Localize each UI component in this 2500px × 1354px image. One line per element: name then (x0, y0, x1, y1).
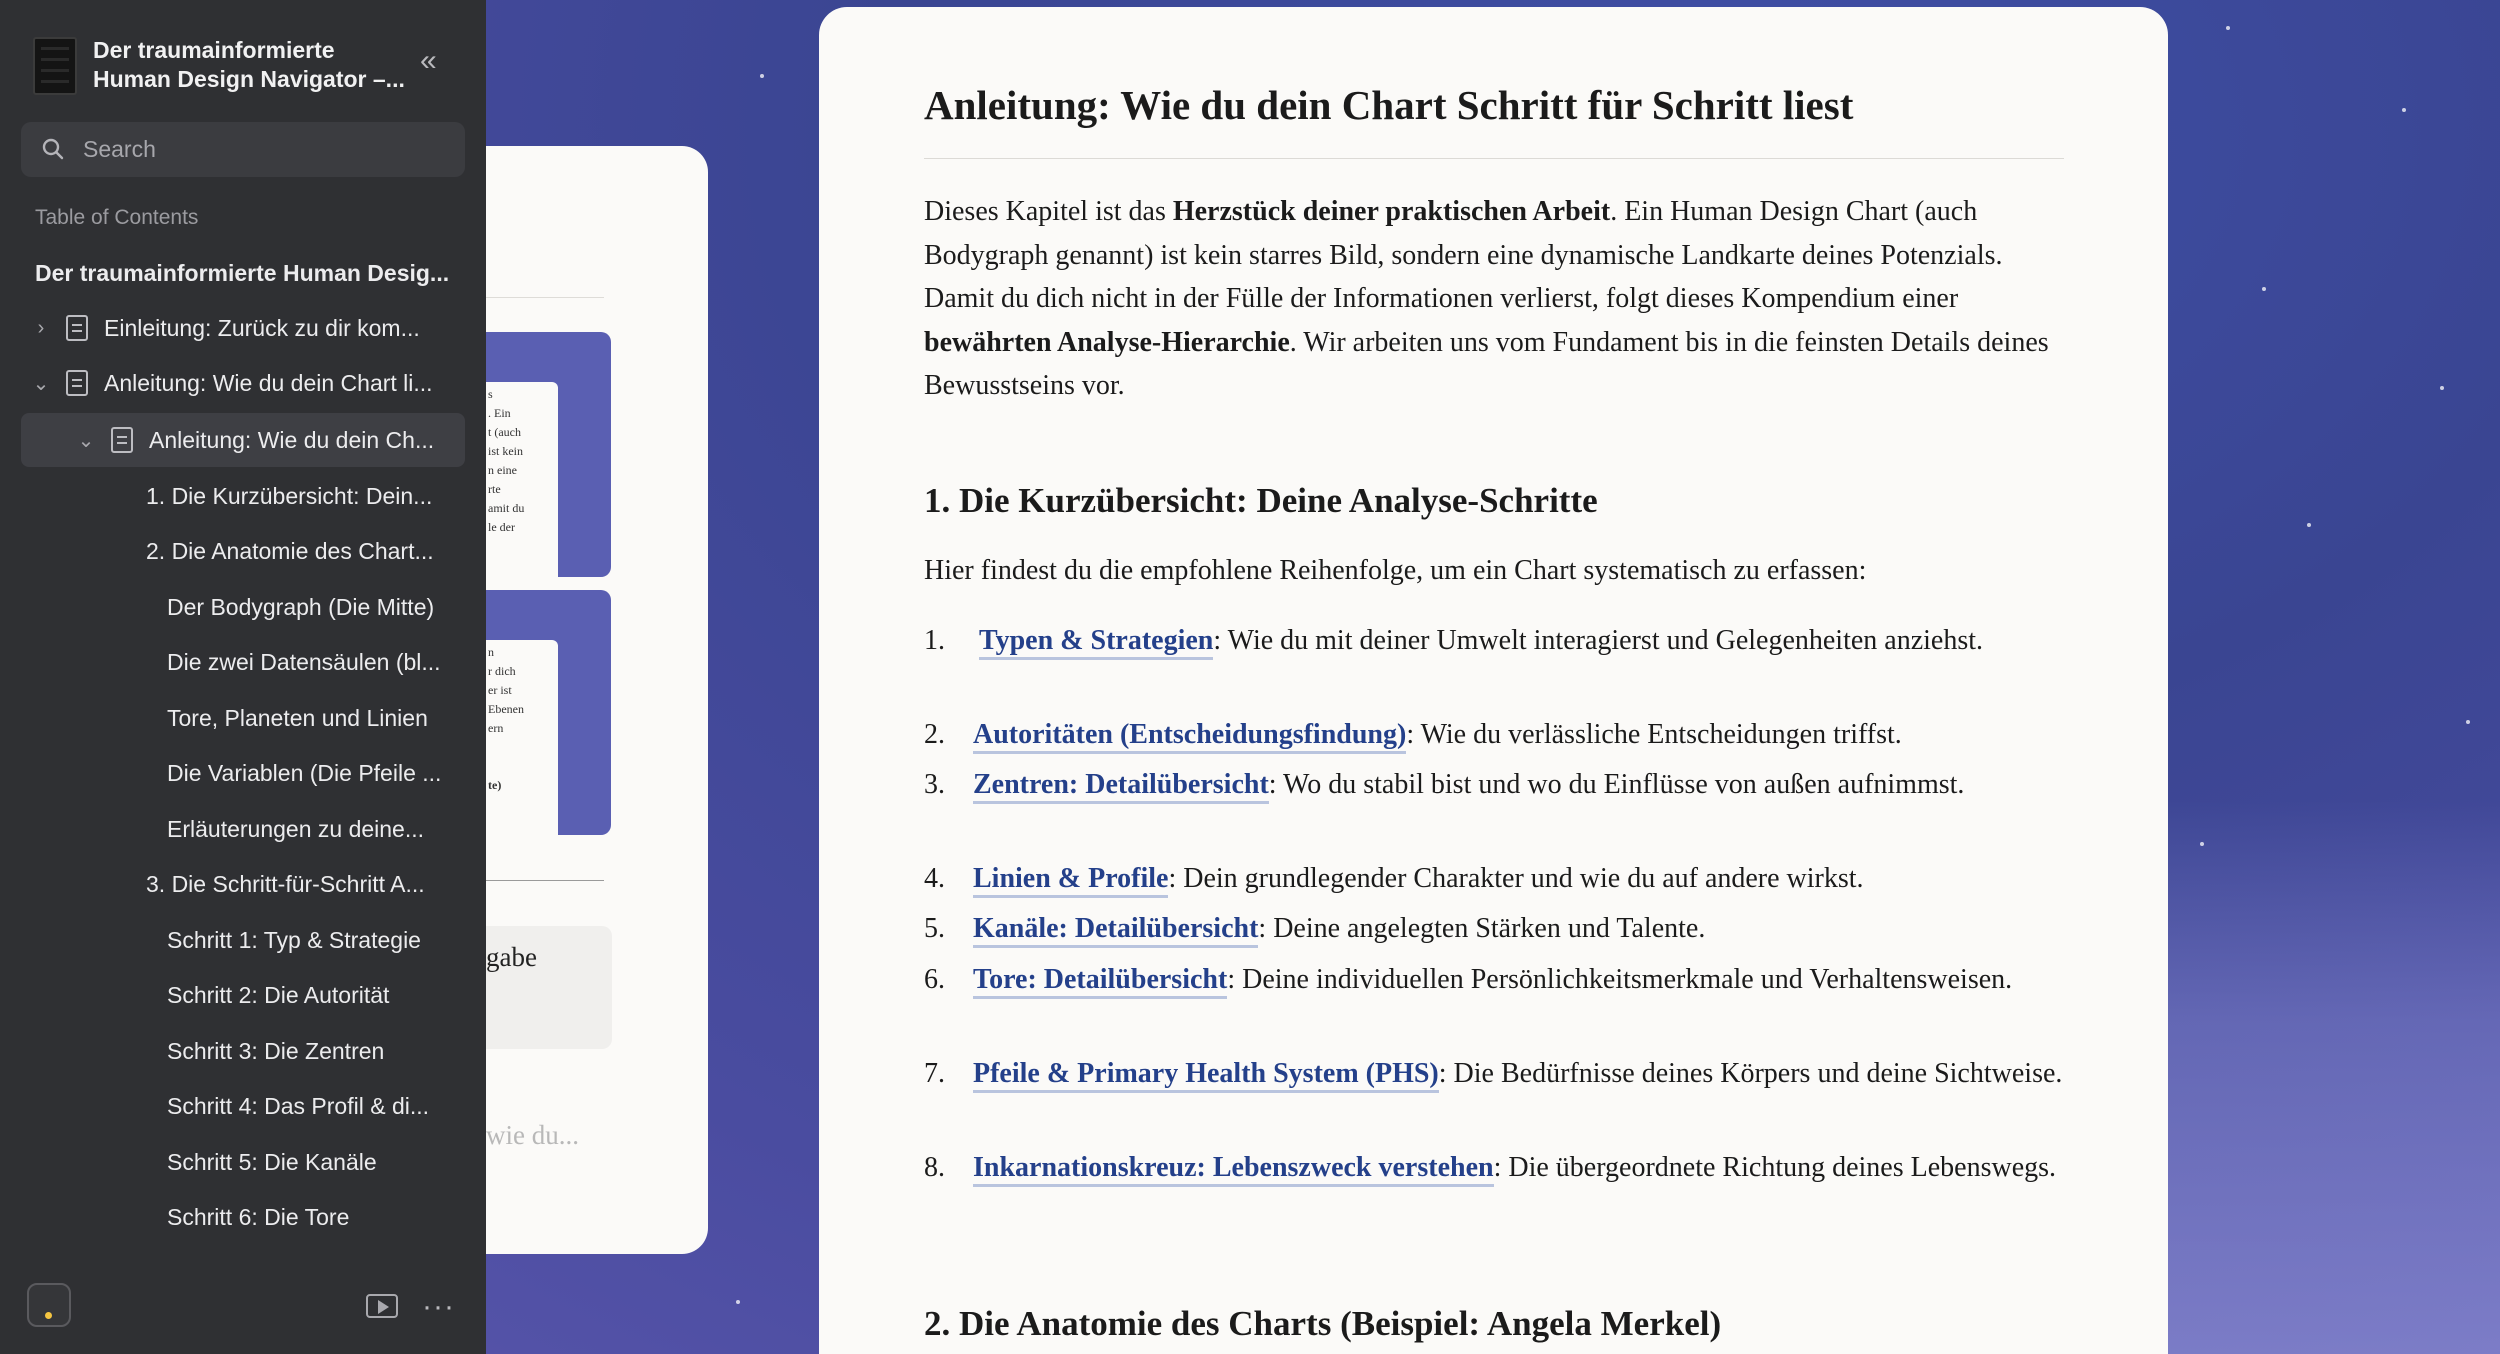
thumb-text: t (auch (488, 425, 521, 439)
toc-label: Der Bodygraph (Die Mitte) (167, 593, 435, 620)
page-thumbnail-2[interactable] (486, 590, 611, 835)
thumb-text: s (488, 387, 493, 401)
toc-item-schritt-2[interactable] (167, 968, 389, 1022)
intro-bold: bewährten Analyse-Hierarchie (924, 326, 1290, 358)
status-dot-button[interactable] (27, 1283, 71, 1327)
thumb-text: ern (488, 721, 504, 735)
double-chevron-left-icon[interactable]: « (420, 44, 437, 77)
toc-item-kurzuebersicht[interactable] (146, 469, 432, 523)
thumb-text: amit du (488, 501, 525, 515)
toc-item-schritt-1[interactable] (167, 913, 421, 967)
star (2466, 720, 2470, 724)
thumb-text (488, 757, 556, 776)
toc-item-datensaeulen[interactable] (167, 635, 441, 689)
toc-item-anatomie[interactable] (146, 524, 434, 578)
link-autoritaeten[interactable]: Autoritäten (Entscheidungsfindung) (973, 719, 1406, 754)
toc-item-bodygraph[interactable] (167, 580, 434, 634)
intro-text: Dieses Kapitel ist das (924, 196, 1173, 227)
toc-item-variablen[interactable] (167, 746, 441, 800)
toc-item-book[interactable] (35, 246, 449, 300)
list-number: 7. (924, 1058, 945, 1089)
thumbnail-paper (486, 382, 558, 577)
toc-label: Tore, Planeten und Linien (167, 704, 428, 731)
thumb-text: Ebenen (488, 702, 524, 716)
section-lead: Hier findest du die empfohlene Reihenfolge, um ein Chart systematisch zu erfassen: (924, 555, 1867, 586)
toc-label: 3. Die Schritt-für-Schritt A... (146, 870, 425, 897)
star (2402, 108, 2406, 112)
thumb-text: te) (488, 778, 502, 792)
toc-label: Einleitung: Zurück zu dir kom... (104, 314, 420, 341)
list-text: : Die übergeordnete Richtung deines Lebenswegs. (1493, 1152, 2057, 1183)
thumb-text: er ist (488, 683, 512, 697)
link-linien-profile[interactable]: Linien & Profile (973, 863, 1168, 898)
list-number: 8. (924, 1152, 945, 1183)
more-options-icon[interactable]: ··· (422, 1290, 455, 1323)
list-text: : Deine individuellen Persönlichkeitsmerkmale und Verhaltensweisen. (1227, 964, 2013, 995)
thumb-text: le der (488, 520, 515, 534)
toc-label: Schritt 3: Die Zentren (167, 1037, 385, 1064)
search-icon (41, 137, 65, 161)
toc-label: Schritt 5: Die Kanäle (167, 1148, 377, 1175)
list-number: 3. (924, 769, 945, 800)
list-text: : Dein grundlegender Charakter und wie du auf andere wirkst. (1168, 863, 1864, 894)
toc-item-anleitung-current[interactable] (21, 413, 465, 467)
star (2226, 26, 2230, 30)
background-haze (2150, 800, 2500, 1354)
play-icon[interactable] (366, 1294, 398, 1318)
star (760, 74, 764, 78)
callout-box (486, 926, 612, 1049)
intro-text: . Wir arbeiten uns vom Fundament bis in die feinsten Details deines Bewusstseins vor. (924, 326, 2049, 401)
sidebar (0, 0, 486, 1354)
toc-label: Schritt 1: Typ & Strategie (167, 926, 421, 953)
list-text: : Deine angelegten Stärken und Talente. (1258, 913, 1706, 944)
toc-label: 1. Die Kurzübersicht: Dein... (146, 482, 433, 509)
thumb-text: n (488, 645, 494, 659)
toc-label: 2. Die Anatomie des Chart... (146, 537, 434, 564)
thumb-text: r dich (488, 664, 516, 678)
list-number: 5. (924, 913, 945, 944)
toc-item-einleitung[interactable] (30, 301, 420, 355)
book-cover-thumbnail[interactable] (33, 37, 77, 95)
list-text: : Die Bedürfnisse deines Körpers und deine Sichtweise. (1438, 1058, 2063, 1089)
star (2262, 287, 2266, 291)
page-title: Anleitung: Wie du dein Chart Schritt für Schritt liest (924, 82, 1854, 128)
section-heading: 2. Die Anatomie des Charts (Beispiel: Angela Merkel) (924, 1304, 1722, 1343)
toc-item-schritt-3[interactable] (167, 1024, 384, 1078)
link-inkarnationskreuz[interactable]: Inkarnationskreuz: Lebenszweck verstehen (973, 1152, 1494, 1187)
document-icon (111, 427, 133, 453)
book-title[interactable]: Der traumainformierte Human Design Navigator –... (93, 37, 405, 92)
star (736, 1300, 740, 1304)
toc-item-schritt-4[interactable] (167, 1079, 429, 1133)
toc-item-schritt-6[interactable] (167, 1190, 349, 1244)
list-text: : Wie du mit deiner Umwelt interagierst und Gelegenheiten anziehst. (1213, 625, 1984, 656)
toc-label: Die Variablen (Die Pfeile ... (167, 759, 442, 786)
toc-label: Schritt 4: Das Profil & di... (167, 1092, 430, 1119)
toc-item-schritt-5[interactable] (167, 1135, 377, 1189)
section-heading: 1. Die Kurzübersicht: Deine Analyse-Schritte (924, 481, 1598, 520)
star (2440, 386, 2444, 390)
link-typen-strategien[interactable]: Typen & Strategien (979, 625, 1213, 660)
toc-item-erlaeuterungen[interactable] (167, 802, 424, 856)
previous-page-peek[interactable] (486, 146, 708, 1254)
list-text: : Wo du stabil bist und wo du Einflüsse von außen aufnimmst. (1268, 769, 1965, 800)
search-box[interactable] (21, 122, 465, 177)
star (2200, 842, 2204, 846)
toc-label: Der traumainformierte Human Desig... (35, 259, 450, 286)
list-number: 4. (924, 863, 945, 894)
toc-item-anleitung[interactable] (30, 356, 433, 410)
toc-item-tore-planeten[interactable] (167, 691, 428, 745)
link-pfeile-phs[interactable]: Pfeile & Primary Health System (PHS) (973, 1058, 1439, 1093)
document-icon (66, 370, 88, 396)
toc-item-schritt-fuer-schritt[interactable] (146, 857, 425, 911)
faded-text: wie du... (486, 1120, 579, 1150)
list-number: 2. (924, 719, 945, 750)
toc-label: Anleitung: Wie du dein Ch... (149, 426, 435, 453)
thumbnail-paper (486, 640, 558, 835)
thumb-text (488, 738, 556, 757)
thumb-text: n eine (488, 463, 517, 477)
intro-text: . Ein Human Design Chart (auch Bodygraph genannt) ist kein starres Bild, sondern eine dynamische Landkarte deines Potenzials. Damit du dich nicht in der Fülle der Informationen verlierst, folgt dieses Kompendium einer (924, 196, 2003, 314)
toc-label: Die zwei Datensäulen (bl... (167, 648, 441, 675)
intro-paragraph (924, 190, 2064, 408)
toc-heading: Table of Contents (35, 206, 199, 229)
toc-label: Schritt 2: Die Autorität (167, 981, 390, 1008)
thumb-text: rte (488, 482, 501, 496)
intro-bold: Herzstück deiner praktischen Arbeit (1172, 196, 1611, 227)
thumb-text: . Ein (488, 406, 511, 420)
document-icon (66, 315, 88, 341)
chevron-right-icon[interactable]: › (37, 316, 45, 339)
divider (486, 880, 604, 881)
search-input[interactable] (83, 122, 443, 177)
list-number: 1. (924, 625, 945, 656)
star (2307, 523, 2311, 527)
toc-label: Schritt 6: Die Tore (167, 1203, 350, 1230)
link-kanaele[interactable]: Kanäle: Detailübersicht (973, 913, 1258, 948)
title-divider (924, 158, 2064, 159)
thumb-text: ist kein (488, 444, 523, 458)
list-number: 6. (924, 964, 945, 995)
chevron-down-icon[interactable]: ⌄ (32, 372, 50, 395)
toc-label: Erläuterungen zu deine... (167, 815, 425, 842)
toc-label: Anleitung: Wie du dein Chart li... (104, 369, 433, 396)
page-thumbnail-1[interactable] (486, 332, 611, 577)
list-text: : Wie du verlässliche Entscheidungen triffst. (1406, 719, 1902, 750)
chevron-down-icon[interactable]: ⌄ (77, 429, 95, 452)
link-zentren[interactable]: Zentren: Detailübersicht (973, 769, 1269, 804)
callout-text: gabe (486, 942, 537, 972)
link-tore[interactable]: Tore: Detailübersicht (973, 964, 1227, 999)
document-page (819, 7, 2168, 1354)
divider (486, 297, 604, 298)
